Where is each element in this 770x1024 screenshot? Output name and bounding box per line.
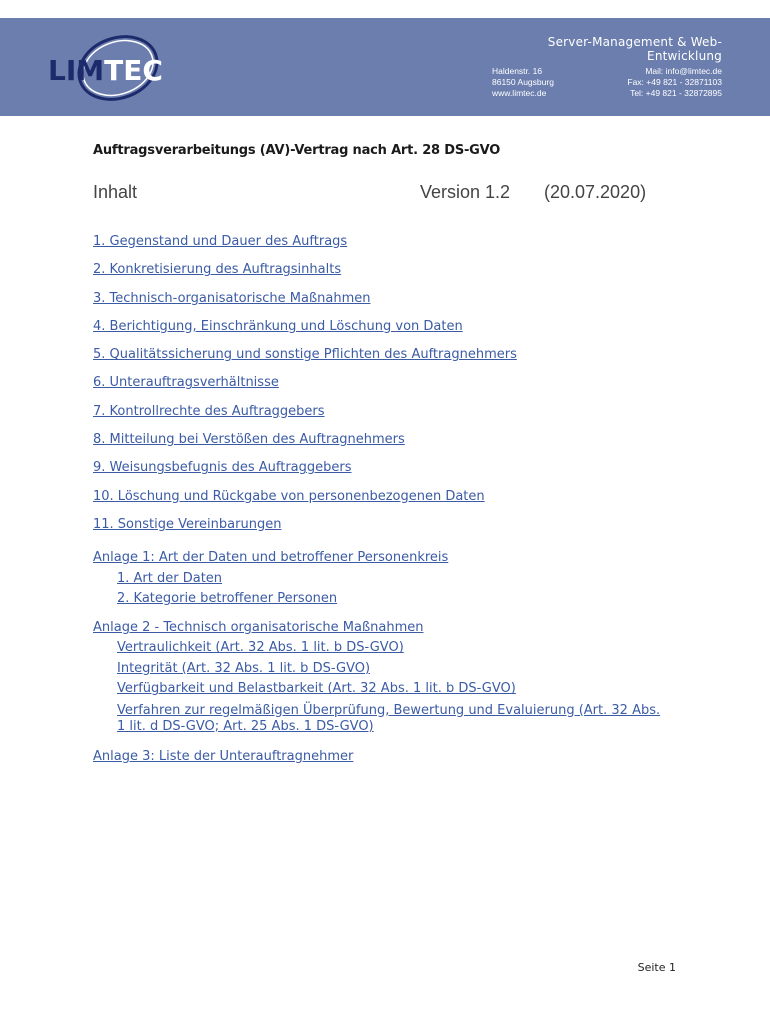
mail-text: Mail: info@limtec.de: [645, 66, 722, 76]
toc-subitem: [93, 699, 693, 734]
logo-part-li: LI: [48, 54, 77, 87]
toc-link-2[interactable]: 2. Konkretisierung des Auftragsinhalts: [93, 262, 342, 278]
toc-item: [93, 317, 693, 345]
company-tagline: Server-Management & Web-Entwicklung: [547, 35, 722, 63]
logo-part-m: M: [76, 54, 105, 87]
toc-link-anlage1-sub2[interactable]: 2. Kategorie betroffener Personen: [117, 591, 338, 607]
toc-item: [93, 515, 693, 543]
toc-item: [93, 289, 693, 317]
fax-text: Fax: +49 821 - 32871103: [627, 77, 722, 87]
toc-item: [93, 345, 693, 373]
toc-link-anlage2[interactable]: Anlage 2 - Technisch organisatorische Maßnahmen: [93, 619, 424, 635]
contact-numbers: [627, 66, 722, 99]
toc-subitem: [93, 637, 693, 658]
version-date: (20.07.2020): [544, 182, 647, 202]
table-of-contents: [93, 232, 693, 766]
toc-item: [93, 373, 693, 401]
toc-subitem: [93, 678, 693, 699]
toc-anlage3: [93, 746, 693, 767]
toc-item: [93, 402, 693, 430]
tel-text: Tel: +49 821 - 32872895: [630, 88, 722, 98]
address-block: [492, 66, 554, 99]
toc-link-11[interactable]: 11. Sonstige Vereinbarungen: [93, 516, 282, 532]
toc-item: [93, 430, 693, 458]
toc-link-4[interactable]: 4. Berichtigung, Einschränkung und Löschung von Daten: [93, 318, 463, 334]
toc-link-1[interactable]: 1. Gegenstand und Dauer des Auftrags: [93, 234, 348, 249]
toc-link-anlage2-sub2[interactable]: Integrität (Art. 32 Abs. 1 lit. b DS-GVO): [117, 660, 371, 676]
contact-grid: [492, 66, 722, 102]
toc-link-10[interactable]: 10. Löschung und Rückgabe von personenbezogenen Daten: [93, 488, 485, 504]
address-street: Haldenstr. 16: [492, 66, 543, 76]
toc-item: [93, 487, 693, 515]
toc-link-7[interactable]: 7. Kontrollrechte des Auftraggebers: [93, 403, 325, 419]
toc-link-anlage2-sub4-line1[interactable]: Verfahren zur regelmäßigen Überprüfung, Bewertung und Evaluierung (Art. 32 Abs.: [117, 702, 661, 718]
toc-link-9[interactable]: 9. Weisungsbefugnis des Auftraggebers: [93, 460, 352, 476]
spacer: [93, 734, 693, 746]
toc-link-anlage2-sub4-line2[interactable]: 1 lit. d DS-GVO; Art. 25 Abs. 1 DS-GVO): [117, 718, 374, 734]
logo-part-tec: TEC: [104, 54, 163, 87]
spacer: [93, 609, 693, 617]
logo-wordmark: [48, 54, 163, 87]
page-top-margin: [0, 0, 770, 18]
page-number: Seite 1: [637, 961, 676, 974]
address-city: 86150 Augsburg: [492, 77, 554, 87]
toc-link-anlage3[interactable]: Anlage 3: Liste der Unterauftragnehmer: [93, 748, 354, 764]
toc-subitem: [93, 588, 693, 609]
contents-heading: Inhalt: [93, 182, 138, 202]
website-text: www.limtec.de: [492, 88, 547, 98]
toc-link-anlage1[interactable]: Anlage 1: Art der Daten und betroffener Personenkreis: [93, 550, 449, 566]
toc-link-8[interactable]: 8. Mitteilung bei Verstößen des Auftragnehmers: [93, 432, 405, 448]
version-label: Version 1.2: [420, 182, 511, 202]
header-contact-block: [492, 35, 722, 102]
letterhead: [0, 18, 770, 116]
toc-link-6[interactable]: 6. Unterauftragsverhältnisse: [93, 375, 279, 391]
toc-link-anlage2-sub3[interactable]: Verfügbarkeit und Belastbarkeit (Art. 32 Abs. 1 lit. b DS-GVO): [117, 681, 516, 697]
toc-link-anlage2-sub1[interactable]: Vertraulichkeit (Art. 32 Abs. 1 lit. b DS-GVO): [117, 640, 404, 656]
toc-anlage1: [93, 547, 693, 568]
toc-subitem: [93, 658, 693, 679]
toc-item: [93, 458, 693, 486]
company-logo: [44, 24, 184, 108]
toc-item: [93, 260, 693, 288]
toc-link-5[interactable]: 5. Qualitätssicherung und sonstige Pflichten des Auftragnehmers: [93, 347, 517, 363]
document-title: Auftragsverarbeitungs (AV)-Vertrag nach Art. 28 DS-GVO: [93, 143, 501, 158]
toc-item: [93, 232, 693, 260]
toc-link-3[interactable]: 3. Technisch-organisatorische Maßnahmen: [93, 290, 371, 306]
toc-anlage2: [93, 617, 693, 638]
toc-subitem: [93, 568, 693, 589]
toc-link-anlage1-sub1[interactable]: 1. Art der Daten: [117, 570, 223, 586]
